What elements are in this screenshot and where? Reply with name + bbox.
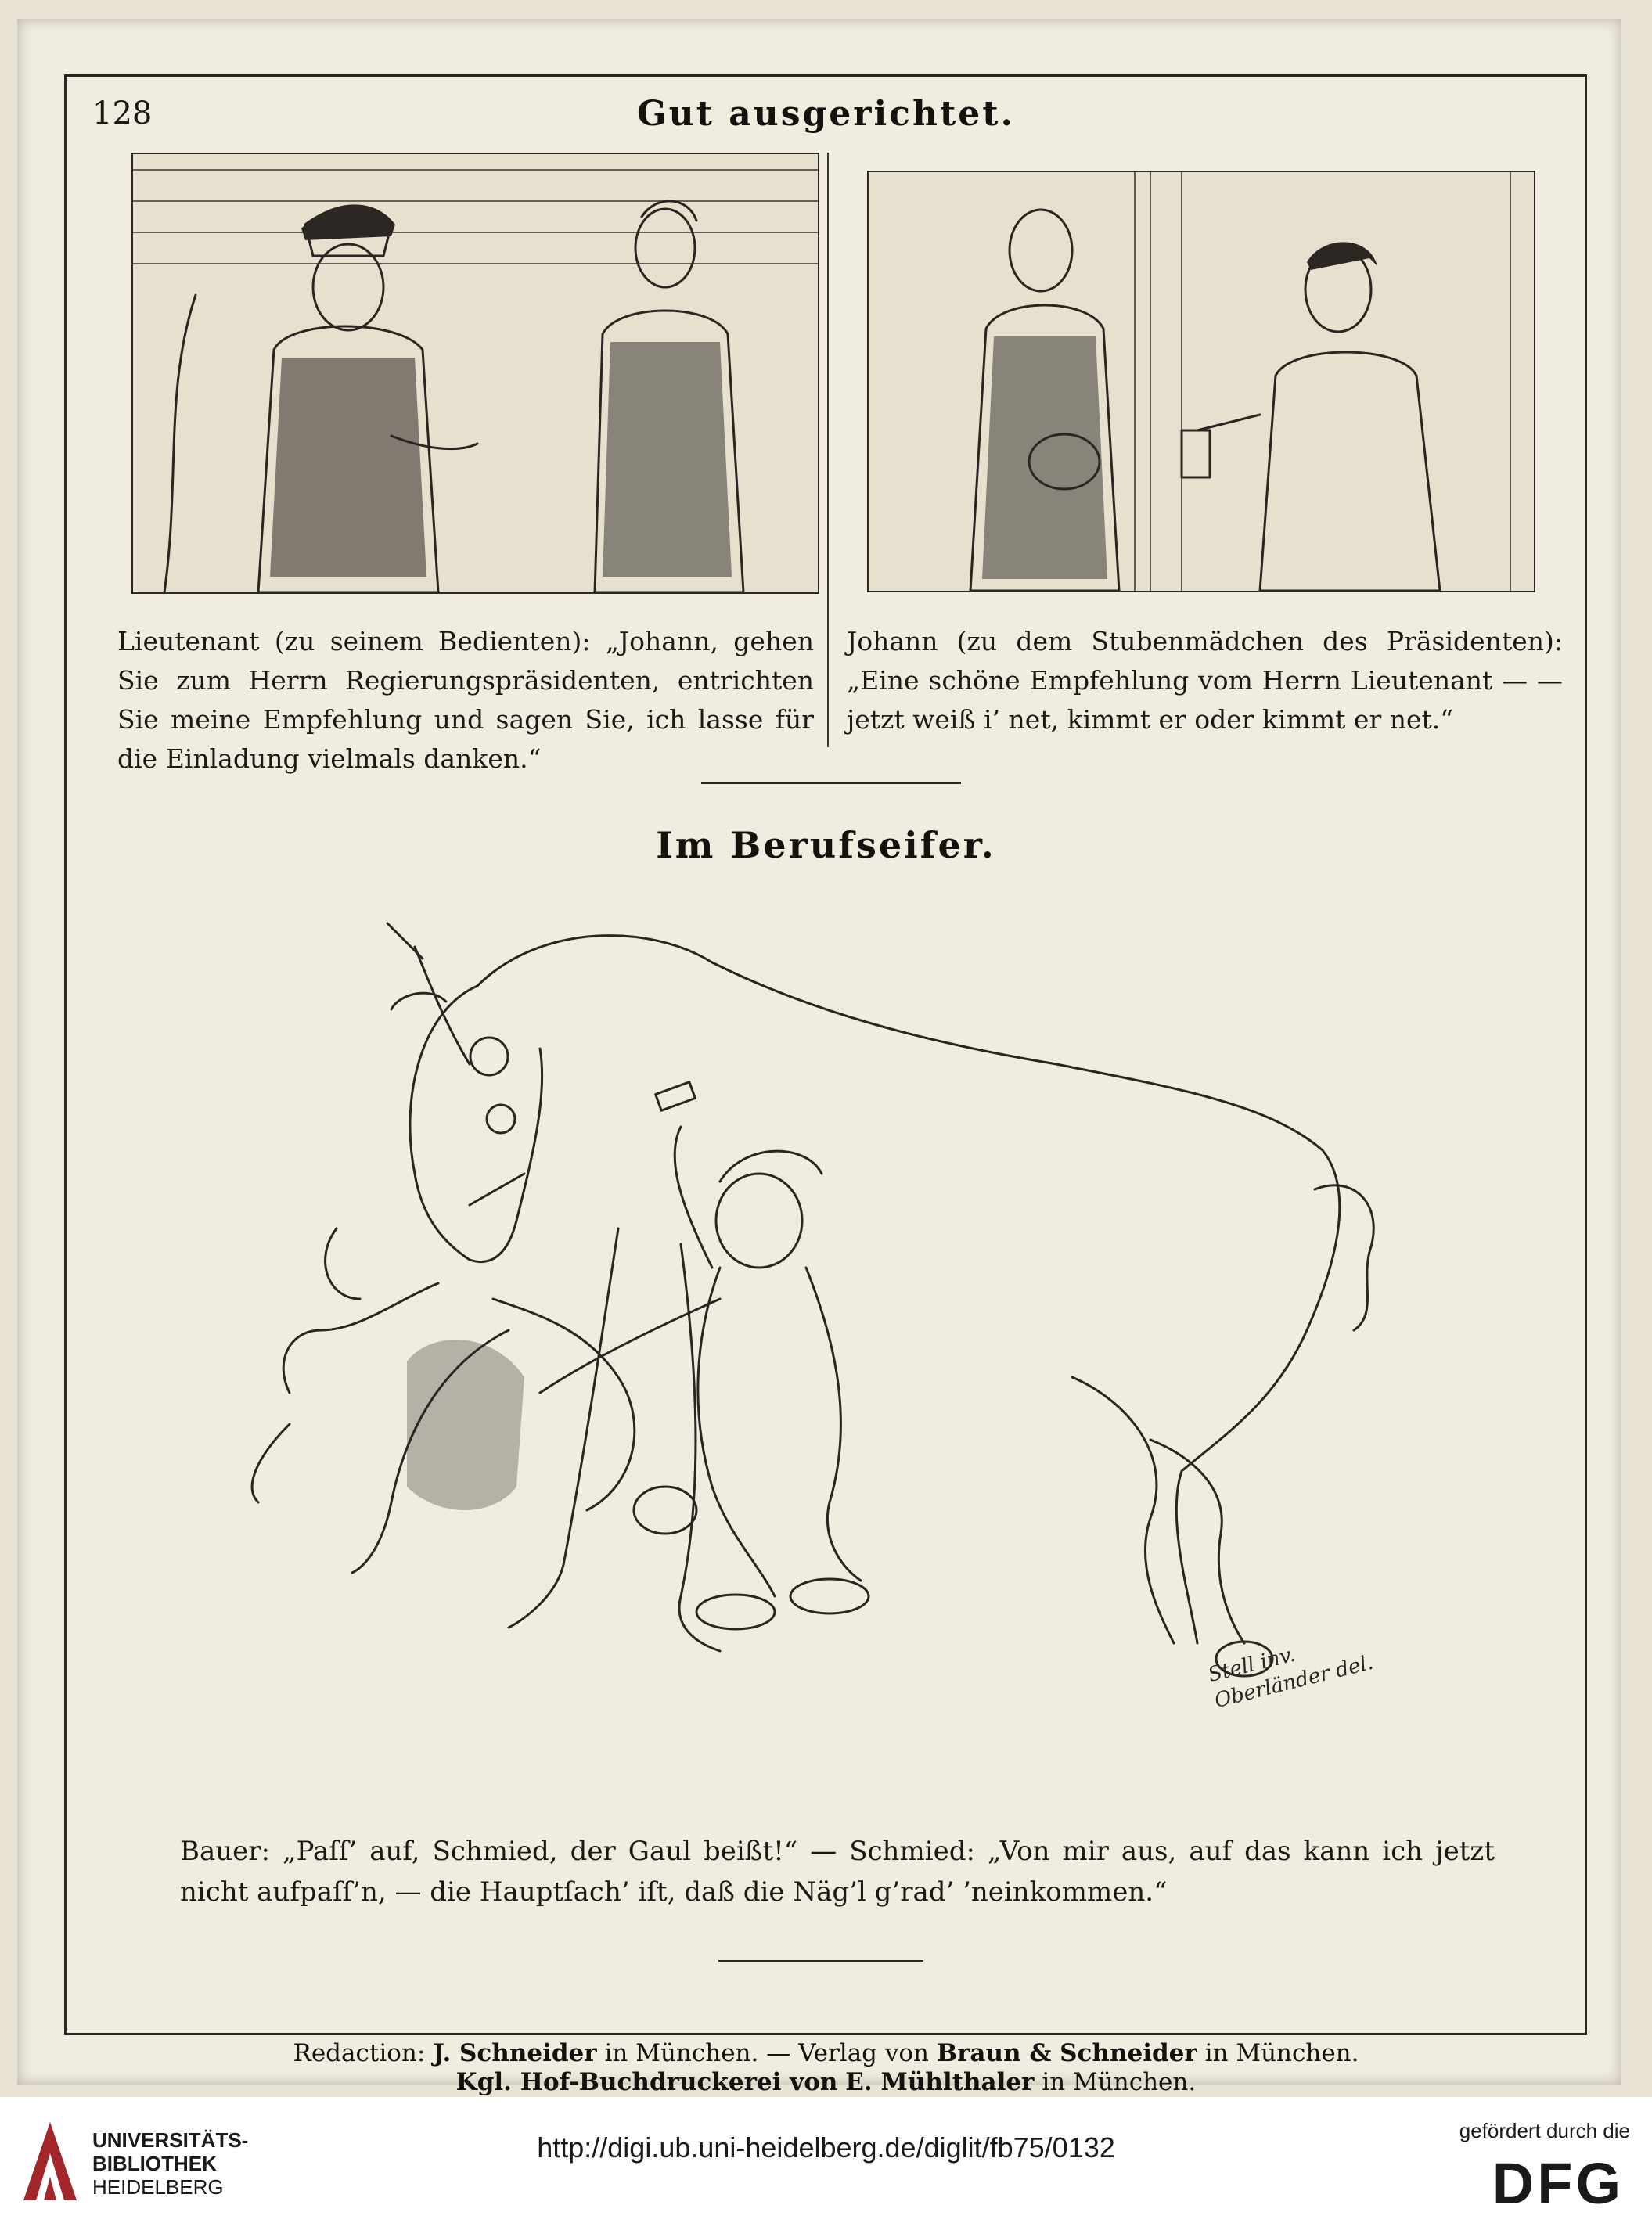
imprint-line-2 [0,2068,1652,2096]
bottom-divider [718,1960,923,1962]
institution-line-1: UNIVERSITÄTS- [92,2128,249,2152]
viewer-footer [0,2097,1652,2223]
funding-note: gefördert durch die [1459,2119,1630,2142]
imprint-label: Redaction: [293,2039,426,2067]
illustration-johann-maid-drawing [869,172,1534,591]
caption-right: Johann (zu dem Stubenmädchen des Präsidenten): „Eine schöne Empfehlung vom Herrn Lieutenant — — jetzt weiß i’ net, kimmt er oder kimmt er net.“ [847,626,1563,735]
imprint-printer-prefix: Kgl. Hof-Buchdruckerei von [455,2068,838,2096]
artist-signature: Stell inv. Oberländer del. [1205,1642,1376,1714]
caption-left: Lieutenant (zu seinem Bedienten): „Johann, gehen Sie zum Herrn Regierungspräsidenten, entrichten Sie meine Empfehlung und sagen Sie, ich lasse für die Einladung vielmals danken.“ [117,626,814,774]
imprint-printer: E. Mühlthaler [845,2068,1035,2096]
permalink-url[interactable]: http://digi.ub.uni-heidelberg.de/diglit/fb75/0132 [537,2131,1115,2164]
section-divider [701,782,961,784]
dfg-logo[interactable]: DFG [1492,2151,1624,2216]
page-title: Gut ausgerichtet. [637,94,1015,134]
institution-line-2: BIBLIOTHEK [92,2152,217,2175]
illustration-lieutenant [131,153,819,594]
imprint-mid: in München. — Verlag von [604,2039,930,2067]
illustration-johann-maid [867,171,1535,592]
panel-divider [827,153,829,747]
institution-line-3: HEIDELBERG [92,2175,224,2199]
imprint-printer-city: in München. [1042,2068,1197,2096]
cartoon-title: Im Berufseifer. [656,824,996,866]
imprint-city: in München. [1204,2039,1359,2067]
illustration-lieutenant-drawing [133,154,818,592]
cartoon-caption: Bauer: „Paſſ’ auf, Schmied, der Gaul beißt!“ — Schmied: „Von mir aus, auf das kann ich jetzt nicht aufpaſſ’n, — die Hauptſach’ iſt, daß die Näg’l g’rad’ ’neinkommen.“ [180,1836,1495,1908]
imprint-line-1 [0,2039,1652,2067]
imprint-editor: J. Schneider [433,2039,597,2067]
page-number: 128 [92,95,153,131]
imprint-publisher: Braun & Schneider [936,2039,1197,2067]
